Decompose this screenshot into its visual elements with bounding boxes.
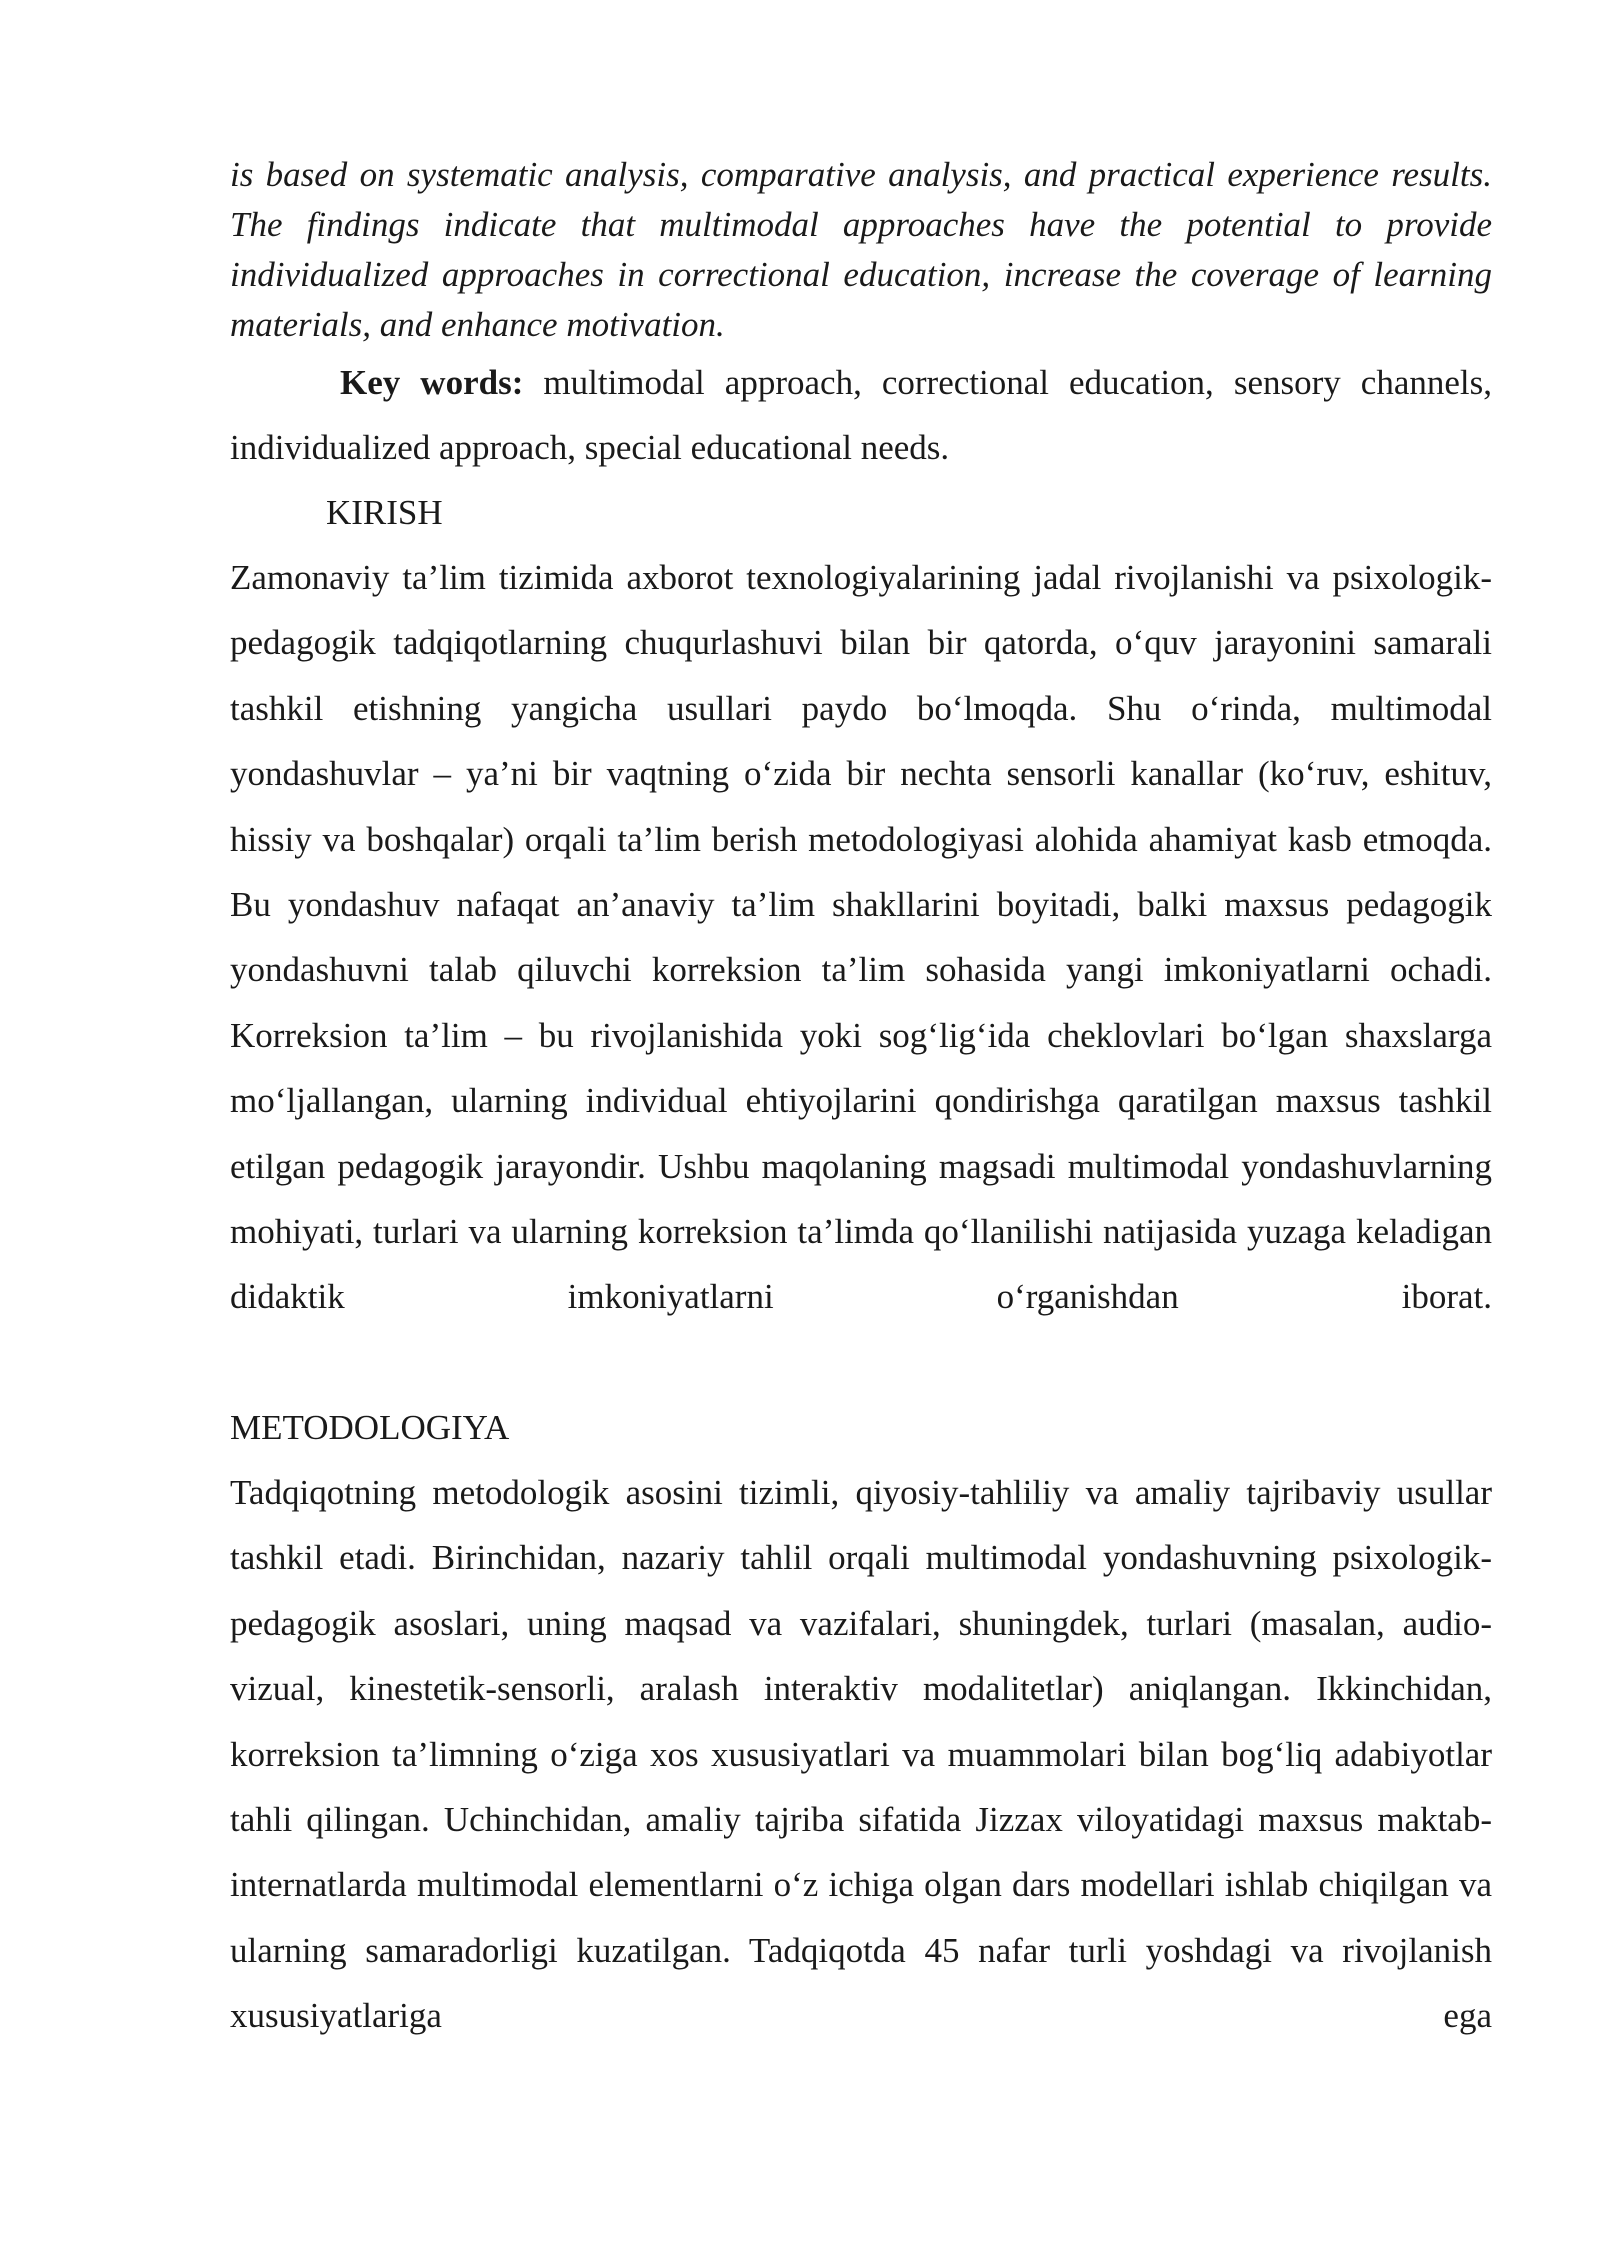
- keywords-label: Key words:: [340, 363, 524, 402]
- introduction-paragraph: Zamonaviy ta’lim tizimida axborot texnologiyalarining jadal rivojlanishi va psixologik-pedagogik tadqiqotlarning chuqurlashuvi bilan bir qatorda, o‘quv jarayonini samarali tashkil etishning yangicha usullari paydo bo‘lmoqda. Shu o‘rinda, multimodal yondashuvlar – ya’ni bir vaqtning o‘zida bir nechta sensorli kanallar (ko‘ruv, eshituv, hissiy va boshqalar) orqali ta’lim berish metodologiyasi alohida ahamiyat kasb etmoqda. Bu yondashuv nafaqat an’anaviy ta’lim shakllarini boyitadi, balki maxsus pedagogik yondashuvni talab qiluvchi korreksion ta’lim sohasida yangi imkoniyatlarni ochadi. Korreksion ta’lim – bu rivojlanishida yoki sog‘lig‘ida cheklovlari bo‘lgan shaxslarga mo‘ljallangan, ularning individual ehtiyojlarini qondirishga qaratilgan maxsus tashkil etilgan pedagogik jarayondir. Ushbu maqolaning magsadi multimodal yondashuvlarning mohiyati, turlari va ularning korreksion ta’limda qo‘llanilishi natijasida yuzaga keladigan didaktik imkoniyatlarni o‘rganishdan iborat.: [230, 558, 1492, 1317]
- abstract-text: is based on systematic analysis, comparative analysis, and practical experience results. The findings indicate that multimodal approaches have the potential to provide individualized approaches in correctional education, increase the coverage of learning materials, and enhance motivation.: [230, 155, 1492, 344]
- page-content: [230, 150, 1492, 2049]
- keywords-paragraph: [230, 350, 1492, 480]
- methodology-heading: METODOLOGIYA: [230, 1407, 510, 1447]
- introduction-heading: KIRISH: [326, 493, 443, 532]
- keywords-text: multimodal approach, correctional education, sensory channels, individualized approach, special educational needs.: [230, 363, 1493, 467]
- section-spacer: [230, 1330, 1492, 1395]
- methodology-paragraph: Tadqiqotning metodologik asosini tizimli, qiyosiy-tahliliy va amaliy tajribaviy usullar tashkil etadi. Birinchidan, nazariy tahlil orqali multimodal yondashuvning psixologik-pedagogik asoslari, uning maqsad va vazifalari, shuningdek, turlari (masalan, audio-vizual, kinestetik-sensorli, aralash interaktiv modalitetlar) aniqlangan. Ikkinchidan, korreksion ta’limning o‘ziga xos xususiyatlari va muammolari bilan bog‘liq adabiyotlar tahli qilingan. Uchinchidan, amaliy tajriba sifatida Jizzax viloyatidagi maxsus maktab-internatlarda multimodal elementlarni o‘z ichiga olgan dars modellari ishlab chiqilgan va ularning samaradorligi kuzatilgan. Tadqiqotda 45 nafar turli yoshdagi va rivojlanish xususiyatlariga ega: [230, 1472, 1492, 2036]
